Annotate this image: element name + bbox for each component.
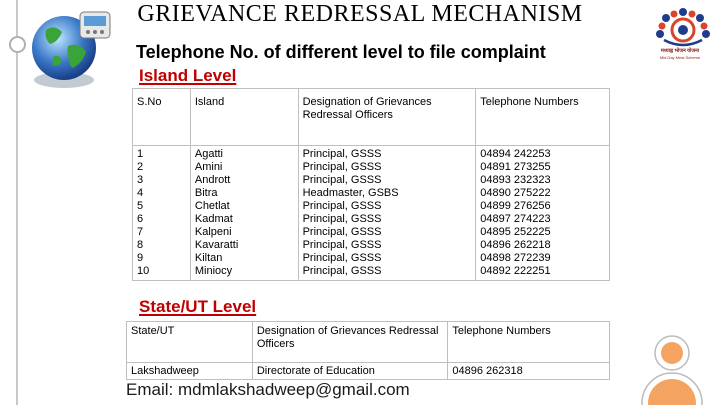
col-header-designation: Designation of Grievances Redressal Officers: [252, 322, 448, 363]
sno-column: [133, 146, 191, 281]
col-header-designation: Designation of Grievances Redressal Officers: [298, 89, 476, 146]
designation-column: [298, 146, 476, 281]
island-level-heading: Island Level: [139, 66, 237, 85]
cell-sno: 5: [137, 200, 144, 212]
cell-sno: 4: [137, 187, 144, 199]
cell-sno: 10: [137, 265, 150, 277]
cell-designation: Principal, GSSS: [302, 200, 382, 212]
cell-state: Lakshadweep: [127, 363, 253, 380]
cell-island: Chetlat: [194, 200, 230, 212]
cell-island: Agatti: [194, 148, 224, 160]
cell-designation: Principal, GSSS: [302, 265, 382, 277]
cell-telephone: 04898 272239: [480, 252, 551, 264]
page-title: GRIEVANCE REDRESSAL MECHANISM: [137, 1, 583, 27]
cell-designation: Principal, GSSS: [302, 174, 382, 186]
cell-telephone: 04899 276256: [480, 200, 551, 212]
cell-designation: Principal, GSSS: [302, 252, 382, 264]
cell-sno: 8: [137, 239, 144, 251]
cell-sno: 2: [137, 161, 144, 173]
cell-telephone: 04895 252225: [480, 226, 551, 238]
cell-designation: Principal, GSSS: [302, 213, 382, 225]
cell-telephone: 04896 262218: [480, 239, 551, 251]
cell-island: Kadmat: [194, 213, 233, 225]
cell-island: Andrott: [194, 174, 231, 186]
cell-designation: Principal, GSSS: [302, 239, 382, 251]
cell-designation: Directorate of Education: [252, 363, 448, 380]
cell-designation: Principal, GSSS: [302, 226, 382, 238]
cell-telephone: 04891 273255: [480, 161, 551, 173]
cell-telephone: 04893 232323: [480, 174, 551, 186]
table-header-row: [133, 89, 610, 146]
cell-designation: Headmaster, GSBS: [302, 187, 399, 199]
table-header-row: [127, 322, 610, 363]
col-header-telephone: Telephone Numbers: [448, 322, 610, 363]
logo-caption-hindi: मध्याह्न भोजन योजना: [660, 48, 700, 54]
cell-sno: 3: [137, 174, 144, 186]
left-rule-line: [16, 0, 18, 405]
state-level-heading: State/UT Level: [139, 297, 257, 316]
cell-island: Kiltan: [194, 252, 223, 264]
cell-designation: Principal, GSSS: [302, 161, 382, 173]
cell-telephone: 04890 275222: [480, 187, 551, 199]
cell-island: Miniocy: [194, 265, 233, 277]
cell-designation: Principal, GSSS: [302, 148, 382, 160]
cell-sno: 9: [137, 252, 144, 264]
col-header-telephone: Telephone Numbers: [476, 89, 610, 146]
decorative-circles: [632, 323, 708, 405]
col-header-state: State/UT: [127, 322, 253, 363]
cell-sno: 1: [137, 148, 144, 160]
cell-telephone: 04896 262318: [448, 363, 610, 380]
cell-telephone: 04897 274223: [480, 213, 551, 225]
cell-island: Kavaratti: [194, 239, 239, 251]
island-column: [190, 146, 298, 281]
cell-island: Amini: [194, 161, 223, 173]
col-header-island: Island: [190, 89, 298, 146]
table-row: [127, 363, 610, 380]
page-subtitle: Telephone No. of different level to file complaint: [136, 42, 546, 62]
cell-sno: 7: [137, 226, 144, 238]
cell-telephone: 04892 222251: [480, 265, 551, 277]
col-header-sno: S.No: [133, 89, 191, 146]
cell-sno: 6: [137, 213, 144, 225]
cell-island: Bitra: [194, 187, 218, 199]
table-body-row: [133, 146, 610, 281]
island-level-table: [132, 88, 610, 281]
telephone-column: [476, 146, 610, 281]
state-level-table: [126, 321, 610, 380]
cell-telephone: 04894 242253: [480, 148, 551, 160]
cell-island: Kalpeni: [194, 226, 232, 238]
logo-caption-english: Mid Day Meal Scheme: [659, 55, 701, 60]
contact-email: Email: mdmlakshadweep@gmail.com: [126, 380, 410, 399]
